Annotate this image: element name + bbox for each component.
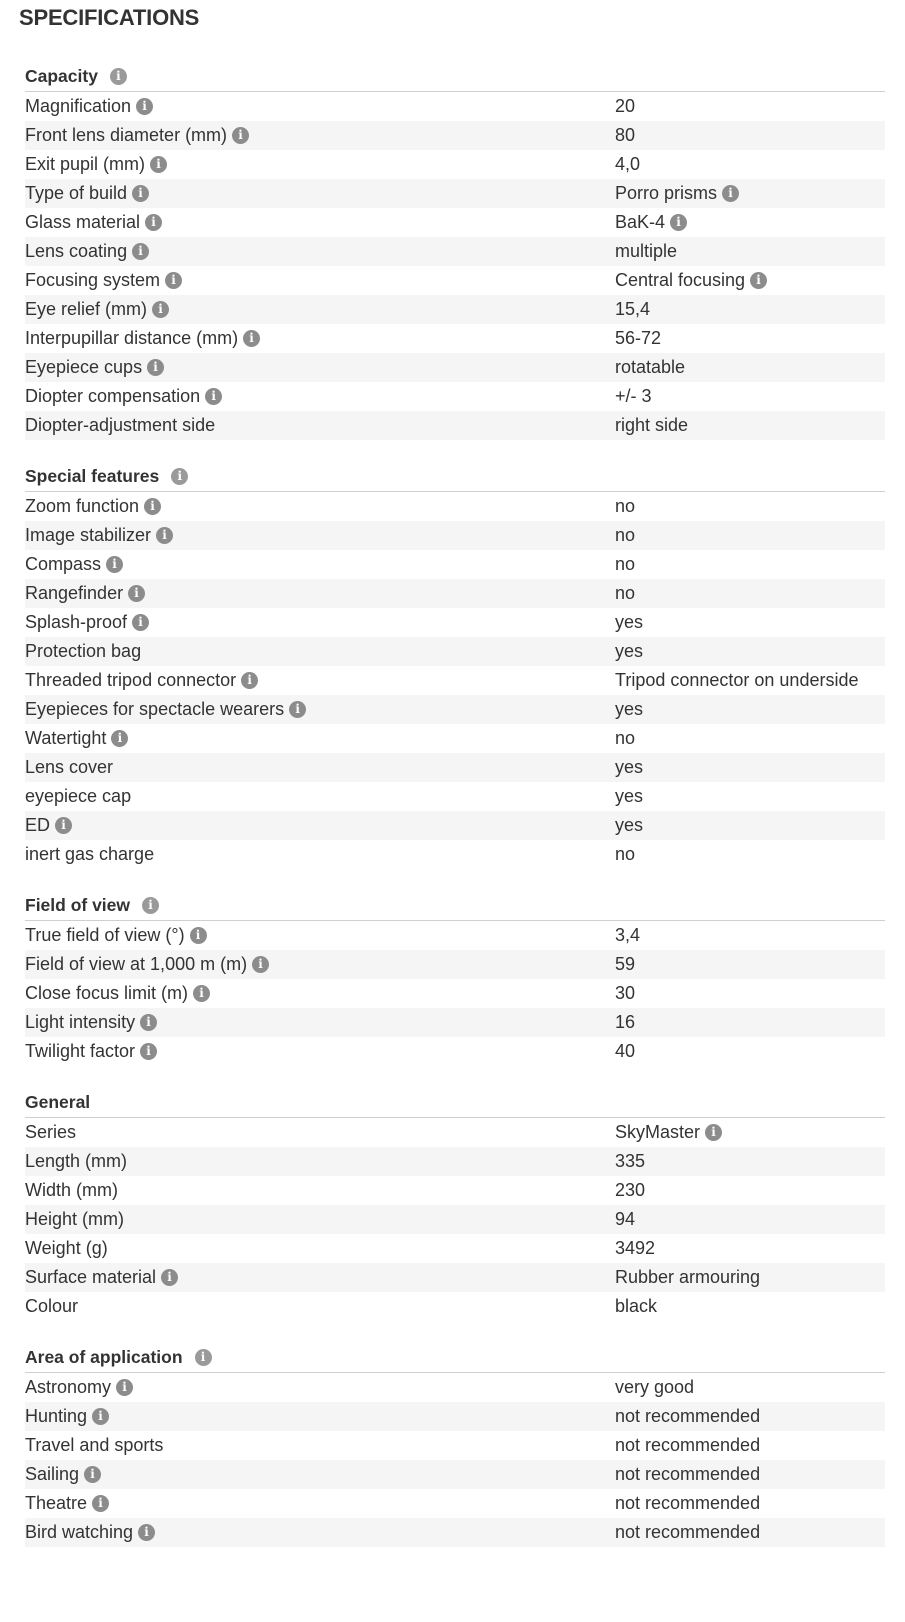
spec-label-text: Magnification bbox=[25, 96, 132, 116]
spec-value-text: Central focusing bbox=[615, 270, 746, 290]
spec-row bbox=[25, 979, 885, 1008]
info-icon[interactable]: i bbox=[132, 243, 149, 260]
spec-value bbox=[615, 1464, 885, 1485]
section-title: General bbox=[25, 1092, 91, 1112]
spec-label-text: Lens cover bbox=[25, 757, 114, 777]
spec-label bbox=[25, 815, 615, 836]
specifications-table bbox=[25, 62, 885, 1569]
spec-label-text: Zoom function bbox=[25, 496, 140, 516]
spec-value-text: right side bbox=[615, 415, 689, 435]
spec-label-text: Height (mm) bbox=[25, 1209, 125, 1229]
info-icon[interactable]: i bbox=[147, 359, 164, 376]
spec-label-text: Eyepieces for spectacle wearers bbox=[25, 699, 285, 719]
spec-label bbox=[25, 212, 615, 233]
spec-value bbox=[615, 786, 885, 807]
spec-label-text: Colour bbox=[25, 1296, 79, 1316]
spec-label bbox=[25, 1406, 615, 1427]
spec-value-text: not recommended bbox=[615, 1464, 761, 1484]
spec-value bbox=[615, 983, 885, 1004]
info-icon[interactable]: i bbox=[152, 301, 169, 318]
spec-row bbox=[25, 1489, 885, 1518]
spec-label bbox=[25, 1296, 615, 1317]
spec-row bbox=[25, 1037, 885, 1066]
spec-value bbox=[615, 641, 885, 662]
spec-value-text: 3,4 bbox=[615, 925, 641, 945]
spec-value-text: not recommended bbox=[615, 1493, 761, 1513]
spec-label bbox=[25, 496, 615, 517]
spec-value bbox=[615, 757, 885, 778]
section-header bbox=[25, 1088, 885, 1118]
spec-label-text: Close focus limit (m) bbox=[25, 983, 189, 1003]
info-icon[interactable]: i bbox=[670, 214, 687, 231]
info-icon[interactable]: i bbox=[750, 272, 767, 289]
spec-value bbox=[615, 1180, 885, 1201]
spec-label bbox=[25, 699, 615, 720]
info-icon[interactable]: i bbox=[144, 498, 161, 515]
spec-value bbox=[615, 241, 885, 262]
spec-label bbox=[25, 270, 615, 291]
info-icon[interactable]: i bbox=[111, 730, 128, 747]
spec-label-text: ED bbox=[25, 815, 51, 835]
spec-label bbox=[25, 1377, 615, 1398]
spec-label-text: Astronomy bbox=[25, 1377, 112, 1397]
info-icon[interactable]: i bbox=[132, 614, 149, 631]
spec-row bbox=[25, 1118, 885, 1147]
spec-value bbox=[615, 1296, 885, 1317]
spec-value bbox=[615, 1377, 885, 1398]
spec-value-text: not recommended bbox=[615, 1406, 761, 1426]
spec-value bbox=[615, 1435, 885, 1456]
spec-row bbox=[25, 921, 885, 950]
info-icon[interactable]: i bbox=[161, 1269, 178, 1286]
info-icon[interactable]: i bbox=[55, 817, 72, 834]
spec-label bbox=[25, 925, 615, 946]
spec-row bbox=[25, 950, 885, 979]
spec-row bbox=[25, 637, 885, 666]
spec-value-text: 80 bbox=[615, 125, 636, 145]
spec-value bbox=[615, 728, 885, 749]
spec-section-field-of-view bbox=[25, 891, 885, 1066]
spec-value-text: Tripod connector on underside bbox=[615, 670, 859, 690]
spec-row bbox=[25, 266, 885, 295]
spec-label bbox=[25, 844, 615, 865]
spec-value bbox=[615, 328, 885, 349]
spec-value-text: 56-72 bbox=[615, 328, 662, 348]
spec-value-text: no bbox=[615, 554, 636, 574]
spec-value-text: yes bbox=[615, 641, 644, 661]
info-icon[interactable]: i bbox=[241, 672, 258, 689]
spec-label bbox=[25, 1435, 615, 1456]
spec-row bbox=[25, 1518, 885, 1547]
spec-label-text: Watertight bbox=[25, 728, 107, 748]
spec-value-text: 30 bbox=[615, 983, 636, 1003]
info-icon[interactable]: i bbox=[722, 185, 739, 202]
spec-label-text: Image stabilizer bbox=[25, 525, 152, 545]
spec-label bbox=[25, 757, 615, 778]
spec-label bbox=[25, 786, 615, 807]
spec-row bbox=[25, 208, 885, 237]
spec-row bbox=[25, 1373, 885, 1402]
spec-value bbox=[615, 554, 885, 575]
spec-value bbox=[615, 386, 885, 407]
spec-row bbox=[25, 1402, 885, 1431]
info-icon[interactable]: i bbox=[140, 1014, 157, 1031]
info-icon[interactable]: i bbox=[195, 1349, 212, 1366]
spec-value-text: not recommended bbox=[615, 1522, 761, 1542]
spec-value bbox=[615, 815, 885, 836]
spec-value bbox=[615, 357, 885, 378]
info-icon[interactable]: i bbox=[92, 1408, 109, 1425]
spec-row bbox=[25, 1460, 885, 1489]
spec-row bbox=[25, 295, 885, 324]
spec-label-text: Lens coating bbox=[25, 241, 128, 261]
spec-label bbox=[25, 1464, 615, 1485]
spec-row bbox=[25, 724, 885, 753]
spec-label bbox=[25, 983, 615, 1004]
spec-label bbox=[25, 612, 615, 633]
spec-value bbox=[615, 1238, 885, 1259]
spec-value bbox=[615, 1122, 885, 1143]
spec-label-text: Exit pupil (mm) bbox=[25, 154, 146, 174]
info-icon[interactable]: i bbox=[252, 956, 269, 973]
spec-value-text: 59 bbox=[615, 954, 636, 974]
spec-row bbox=[25, 666, 885, 695]
info-icon[interactable]: i bbox=[165, 272, 182, 289]
info-icon[interactable]: i bbox=[92, 1495, 109, 1512]
spec-value bbox=[615, 415, 885, 436]
spec-value-text: no bbox=[615, 728, 636, 748]
spec-label bbox=[25, 96, 615, 117]
spec-label-text: Width (mm) bbox=[25, 1180, 118, 1200]
info-icon[interactable]: i bbox=[84, 1466, 101, 1483]
spec-row bbox=[25, 695, 885, 724]
spec-label bbox=[25, 954, 615, 975]
spec-label-text: Type of build bbox=[25, 183, 128, 203]
spec-value-text: BaK-4 bbox=[615, 212, 666, 232]
spec-row bbox=[25, 150, 885, 179]
spec-value-text: multiple bbox=[615, 241, 678, 261]
spec-row bbox=[25, 753, 885, 782]
spec-label-text: True field of view (°) bbox=[25, 925, 185, 945]
info-icon[interactable]: i bbox=[705, 1124, 722, 1141]
spec-row bbox=[25, 237, 885, 266]
spec-value bbox=[615, 1406, 885, 1427]
spec-label bbox=[25, 1180, 615, 1201]
info-icon[interactable]: i bbox=[190, 927, 207, 944]
info-icon[interactable]: i bbox=[156, 527, 173, 544]
section-header bbox=[25, 1343, 885, 1373]
info-icon[interactable]: i bbox=[243, 330, 260, 347]
info-icon[interactable]: i bbox=[193, 985, 210, 1002]
spec-label-text: Twilight factor bbox=[25, 1041, 136, 1061]
spec-label-text: Eyepiece cups bbox=[25, 357, 143, 377]
spec-label-text: Diopter compensation bbox=[25, 386, 201, 406]
spec-row bbox=[25, 1008, 885, 1037]
spec-value bbox=[615, 1041, 885, 1062]
spec-row bbox=[25, 1147, 885, 1176]
spec-row bbox=[25, 353, 885, 382]
spec-value bbox=[615, 954, 885, 975]
info-icon[interactable]: i bbox=[132, 185, 149, 202]
info-icon[interactable]: i bbox=[205, 388, 222, 405]
spec-value-text: 20 bbox=[615, 96, 636, 116]
spec-label bbox=[25, 183, 615, 204]
spec-value-text: very good bbox=[615, 1377, 695, 1397]
spec-label-text: Glass material bbox=[25, 212, 141, 232]
spec-label-text: Travel and sports bbox=[25, 1435, 164, 1455]
spec-label bbox=[25, 1209, 615, 1230]
spec-row bbox=[25, 1176, 885, 1205]
spec-row bbox=[25, 382, 885, 411]
spec-value bbox=[615, 96, 885, 117]
spec-row bbox=[25, 811, 885, 840]
spec-value-text: no bbox=[615, 525, 636, 545]
spec-label bbox=[25, 299, 615, 320]
spec-label-text: Front lens diameter (mm) bbox=[25, 125, 228, 145]
spec-rows bbox=[25, 1118, 885, 1321]
spec-value bbox=[615, 1522, 885, 1543]
spec-label-text: Weight (g) bbox=[25, 1238, 108, 1258]
spec-value-text: 15,4 bbox=[615, 299, 651, 319]
spec-label bbox=[25, 728, 615, 749]
spec-row bbox=[25, 782, 885, 811]
spec-value-text: no bbox=[615, 844, 636, 864]
spec-value-text: yes bbox=[615, 786, 644, 806]
spec-value bbox=[615, 1012, 885, 1033]
info-icon[interactable]: i bbox=[116, 1379, 133, 1396]
spec-label-text: Diopter-adjustment side bbox=[25, 415, 216, 435]
section-title: Field of view bbox=[25, 895, 131, 915]
spec-label-text: Threaded tripod connector bbox=[25, 670, 237, 690]
info-icon[interactable]: i bbox=[142, 897, 159, 914]
spec-label bbox=[25, 154, 615, 175]
spec-value-text: 230 bbox=[615, 1180, 646, 1200]
info-icon[interactable]: i bbox=[136, 98, 153, 115]
spec-value bbox=[615, 1209, 885, 1230]
info-icon[interactable]: i bbox=[138, 1524, 155, 1541]
spec-value-text: 16 bbox=[615, 1012, 636, 1032]
spec-label-text: Compass bbox=[25, 554, 102, 574]
spec-value-text: 3492 bbox=[615, 1238, 656, 1258]
spec-row bbox=[25, 1431, 885, 1460]
info-icon[interactable]: i bbox=[140, 1043, 157, 1060]
info-icon[interactable]: i bbox=[128, 585, 145, 602]
section-title: Special features bbox=[25, 466, 160, 486]
spec-label-text: Surface material bbox=[25, 1267, 157, 1287]
spec-value-text: no bbox=[615, 583, 636, 603]
spec-label bbox=[25, 415, 615, 436]
spec-value-text: Rubber armouring bbox=[615, 1267, 761, 1287]
spec-label bbox=[25, 125, 615, 146]
spec-value-text: yes bbox=[615, 815, 644, 835]
spec-rows bbox=[25, 921, 885, 1066]
spec-value-text: 335 bbox=[615, 1151, 646, 1171]
info-icon[interactable]: i bbox=[289, 701, 306, 718]
spec-row bbox=[25, 579, 885, 608]
spec-value bbox=[615, 1267, 885, 1288]
spec-value bbox=[615, 925, 885, 946]
spec-value bbox=[615, 1151, 885, 1172]
spec-label-text: Bird watching bbox=[25, 1522, 134, 1542]
spec-label bbox=[25, 525, 615, 546]
spec-section-capacity bbox=[25, 62, 885, 440]
spec-label-text: Sailing bbox=[25, 1464, 80, 1484]
spec-value-text: yes bbox=[615, 757, 644, 777]
spec-row bbox=[25, 1263, 885, 1292]
info-icon[interactable]: i bbox=[110, 68, 127, 85]
spec-value-text: 94 bbox=[615, 1209, 636, 1229]
spec-label bbox=[25, 1041, 615, 1062]
spec-label bbox=[25, 641, 615, 662]
info-icon[interactable]: i bbox=[171, 468, 188, 485]
info-icon[interactable]: i bbox=[150, 156, 167, 173]
spec-section-general bbox=[25, 1088, 885, 1321]
spec-label-text: Hunting bbox=[25, 1406, 88, 1426]
spec-row bbox=[25, 608, 885, 637]
spec-label-text: Light intensity bbox=[25, 1012, 136, 1032]
spec-label-text: Protection bag bbox=[25, 641, 142, 661]
spec-value-text: Porro prisms bbox=[615, 183, 718, 203]
spec-value-text: 40 bbox=[615, 1041, 636, 1061]
spec-value bbox=[615, 270, 885, 291]
spec-row bbox=[25, 492, 885, 521]
spec-row bbox=[25, 324, 885, 353]
spec-section-special-features bbox=[25, 462, 885, 869]
section-header bbox=[25, 62, 885, 92]
spec-value-text: rotatable bbox=[615, 357, 686, 377]
spec-value bbox=[615, 154, 885, 175]
spec-label bbox=[25, 1122, 615, 1143]
spec-row bbox=[25, 521, 885, 550]
spec-label bbox=[25, 1267, 615, 1288]
spec-row bbox=[25, 92, 885, 121]
spec-label bbox=[25, 386, 615, 407]
spec-label-text: Rangefinder bbox=[25, 583, 124, 603]
spec-value bbox=[615, 1493, 885, 1514]
info-icon[interactable]: i bbox=[145, 214, 162, 231]
spec-value-text: yes bbox=[615, 612, 644, 632]
spec-value bbox=[615, 496, 885, 517]
spec-row bbox=[25, 840, 885, 869]
spec-value-text: no bbox=[615, 496, 636, 516]
spec-label-text: Splash-proof bbox=[25, 612, 128, 632]
spec-label-text: Focusing system bbox=[25, 270, 161, 290]
spec-rows bbox=[25, 1373, 885, 1547]
spec-row bbox=[25, 1205, 885, 1234]
spec-label-text: Field of view at 1,000 m (m) bbox=[25, 954, 248, 974]
spec-row bbox=[25, 1234, 885, 1263]
section-header bbox=[25, 462, 885, 492]
spec-label-text: Theatre bbox=[25, 1493, 88, 1513]
spec-label bbox=[25, 328, 615, 349]
spec-value-text: +/- 3 bbox=[615, 386, 652, 406]
section-header bbox=[25, 891, 885, 921]
section-title: Area of application bbox=[25, 1347, 183, 1367]
spec-value bbox=[615, 299, 885, 320]
spec-label bbox=[25, 1151, 615, 1172]
spec-label-text: Eye relief (mm) bbox=[25, 299, 148, 319]
spec-value bbox=[615, 844, 885, 865]
spec-row bbox=[25, 550, 885, 579]
spec-row bbox=[25, 121, 885, 150]
spec-value-text: SkyMaster bbox=[615, 1122, 701, 1142]
spec-value bbox=[615, 583, 885, 604]
spec-value bbox=[615, 670, 885, 691]
spec-label bbox=[25, 1012, 615, 1033]
spec-rows bbox=[25, 92, 885, 440]
spec-label bbox=[25, 554, 615, 575]
spec-label bbox=[25, 670, 615, 691]
spec-value-text: 4,0 bbox=[615, 154, 641, 174]
spec-section-area-of-application bbox=[25, 1343, 885, 1547]
spec-label bbox=[25, 357, 615, 378]
spec-label bbox=[25, 1238, 615, 1259]
spec-row bbox=[25, 1292, 885, 1321]
spec-label bbox=[25, 1493, 615, 1514]
info-icon[interactable]: i bbox=[232, 127, 249, 144]
spec-label-text: inert gas charge bbox=[25, 844, 155, 864]
spec-label-text: eyepiece cap bbox=[25, 786, 132, 806]
spec-value-text: not recommended bbox=[615, 1435, 761, 1455]
spec-label bbox=[25, 583, 615, 604]
spec-label-text: Series bbox=[25, 1122, 77, 1142]
section-title: Capacity bbox=[25, 66, 98, 86]
spec-value bbox=[615, 125, 885, 146]
spec-value-text: yes bbox=[615, 699, 644, 719]
info-icon[interactable]: i bbox=[106, 556, 123, 573]
spec-label-text: Interpupillar distance (mm) bbox=[25, 328, 239, 348]
spec-value bbox=[615, 612, 885, 633]
spec-label bbox=[25, 241, 615, 262]
spec-value bbox=[615, 183, 885, 204]
spec-row bbox=[25, 179, 885, 208]
page-title: SPECIFICATIONS bbox=[19, 5, 200, 30]
spec-value bbox=[615, 525, 885, 546]
spec-label bbox=[25, 1522, 615, 1543]
spec-row bbox=[25, 411, 885, 440]
spec-label-text: Length (mm) bbox=[25, 1151, 128, 1171]
spec-value bbox=[615, 212, 885, 233]
spec-rows bbox=[25, 492, 885, 869]
spec-value-text: black bbox=[615, 1296, 658, 1316]
spec-value bbox=[615, 699, 885, 720]
